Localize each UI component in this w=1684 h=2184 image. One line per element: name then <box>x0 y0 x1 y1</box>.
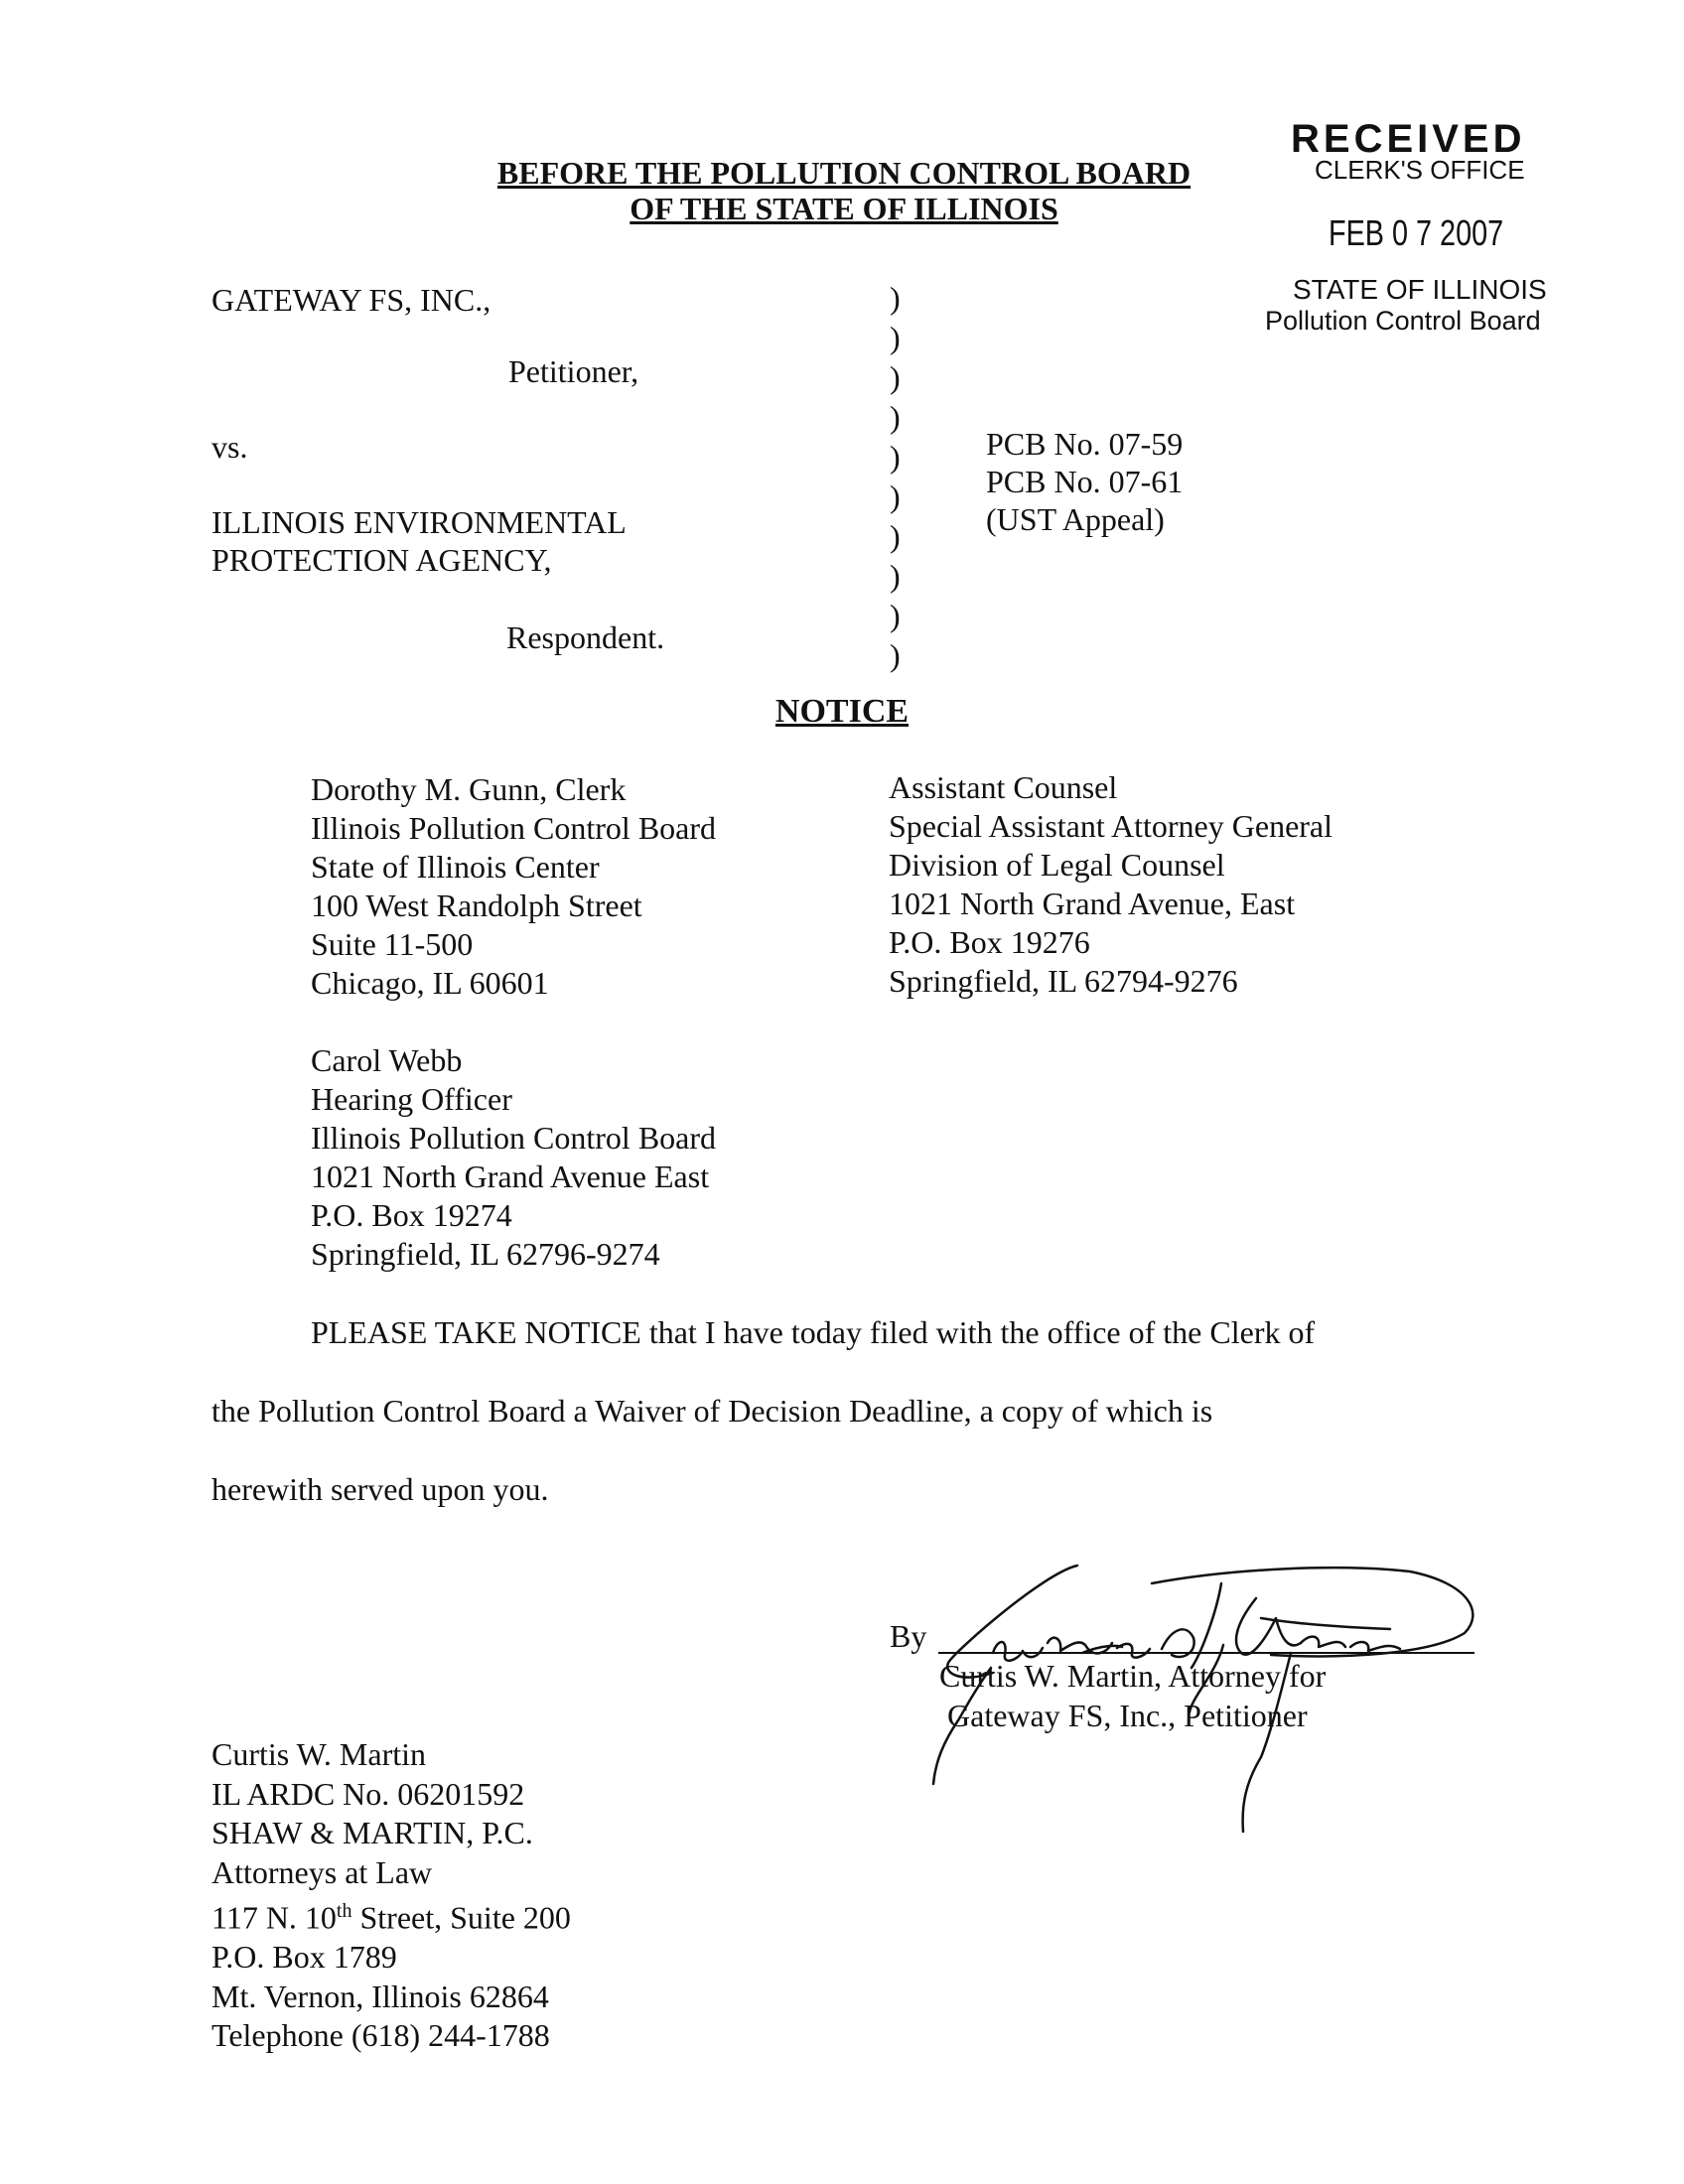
attorney-title: Attorneys at Law <box>211 1853 433 1890</box>
street-suffix: Street, Suite 200 <box>351 1899 571 1936</box>
stamp-office: CLERK'S OFFICE <box>1315 155 1525 185</box>
counsel-line: Springfield, IL 62794-9276 <box>889 963 1238 999</box>
clerk-line: 100 West Randolph Street <box>311 887 642 923</box>
recipient-counsel <box>889 768 1333 1001</box>
clerk-line: Dorothy M. Gunn, Clerk <box>311 771 627 807</box>
hearing-officer-line: P.O. Box 19274 <box>311 1197 512 1233</box>
petitioner-role: Petitioner, <box>508 353 639 389</box>
case-type: (UST Appeal) <box>986 501 1165 537</box>
clerk-line: Chicago, IL 60601 <box>311 965 549 1001</box>
stamp-received: RECEIVED <box>1291 117 1526 161</box>
counsel-line: 1021 North Grand Avenue, East <box>889 886 1296 921</box>
counsel-line: Division of Legal Counsel <box>889 847 1225 883</box>
versus-label: vs. <box>211 429 248 465</box>
hearing-officer-line: Springfield, IL 62796-9274 <box>311 1236 660 1272</box>
heading-line-2: OF THE STATE OF ILLINOIS <box>630 191 1058 226</box>
attorney-city: Mt. Vernon, Illinois 62864 <box>211 1978 549 2014</box>
clerk-line: State of Illinois Center <box>311 849 600 885</box>
body-line-3: herewith served upon you. <box>211 1471 549 1507</box>
respondent-role: Respondent. <box>506 619 665 655</box>
case-number-2: PCB No. 07-61 <box>986 464 1184 499</box>
notice-title: NOTICE <box>774 693 910 730</box>
clerk-line: Illinois Pollution Control Board <box>311 810 717 846</box>
heading-line-1: BEFORE THE POLLUTION CONTROL BOARD <box>496 155 1192 191</box>
respondent-name-2: PROTECTION AGENCY, <box>211 542 552 578</box>
caption-parentheses: ) ) ) ) ) ) ) ) ) ) <box>890 280 901 673</box>
stamp-date: FEB 0 7 2007 <box>1329 212 1504 253</box>
hearing-officer-line: Hearing Officer <box>311 1081 512 1117</box>
case-number-1: PCB No. 07-59 <box>986 426 1184 462</box>
attorney-po-box: P.O. Box 1789 <box>211 1939 397 1976</box>
clerk-line: Suite 11-500 <box>311 926 474 962</box>
received-stamp <box>1261 117 1589 355</box>
recipient-hearing-officer <box>311 1041 716 1274</box>
petitioner-name: GATEWAY FS, INC., <box>211 282 491 318</box>
signer-block <box>939 1656 1326 1735</box>
attorney-street <box>211 1892 571 1938</box>
street-sup: th <box>336 1900 352 1922</box>
hearing-officer-line: Carol Webb <box>311 1042 463 1078</box>
street-prefix: 117 N. 10 <box>211 1899 337 1936</box>
body-line-1: PLEASE TAKE NOTICE that I have today filed with the office of the Clerk of <box>311 1314 1316 1350</box>
counsel-line: P.O. Box 19276 <box>889 924 1090 960</box>
counsel-line: Assistant Counsel <box>889 769 1118 805</box>
hearing-officer-line: Illinois Pollution Control Board <box>311 1120 717 1156</box>
case-numbers <box>986 425 1183 538</box>
attorney-phone: Telephone (618) 244-1788 <box>211 2017 550 2054</box>
stamp-board: Pollution Control Board <box>1265 306 1541 336</box>
attorney-name: Curtis W. Martin <box>211 1736 427 1772</box>
attorney-firm: SHAW & MARTIN, P.C. <box>211 1815 533 1850</box>
attorney-ardc: IL ARDC No. 06201592 <box>211 1775 525 1812</box>
board-heading <box>437 155 1251 226</box>
stamp-state: STATE OF ILLINOIS <box>1293 274 1547 305</box>
by-label: By <box>890 1618 927 1654</box>
counsel-line: Special Assistant Attorney General <box>889 808 1333 844</box>
recipient-clerk <box>311 770 716 1003</box>
body-line-2: the Pollution Control Board a Waiver of Decision Deadline, a copy of which is <box>211 1393 1213 1429</box>
attorney-block <box>211 1735 571 2056</box>
signer-line-1: Curtis W. Martin, Attorney for <box>939 1658 1327 1694</box>
signer-line-2: Gateway FS, Inc., Petitioner <box>947 1698 1308 1733</box>
respondent-name-1: ILLINOIS ENVIRONMENTAL <box>211 504 627 540</box>
hearing-officer-line: 1021 North Grand Avenue East <box>311 1159 710 1194</box>
